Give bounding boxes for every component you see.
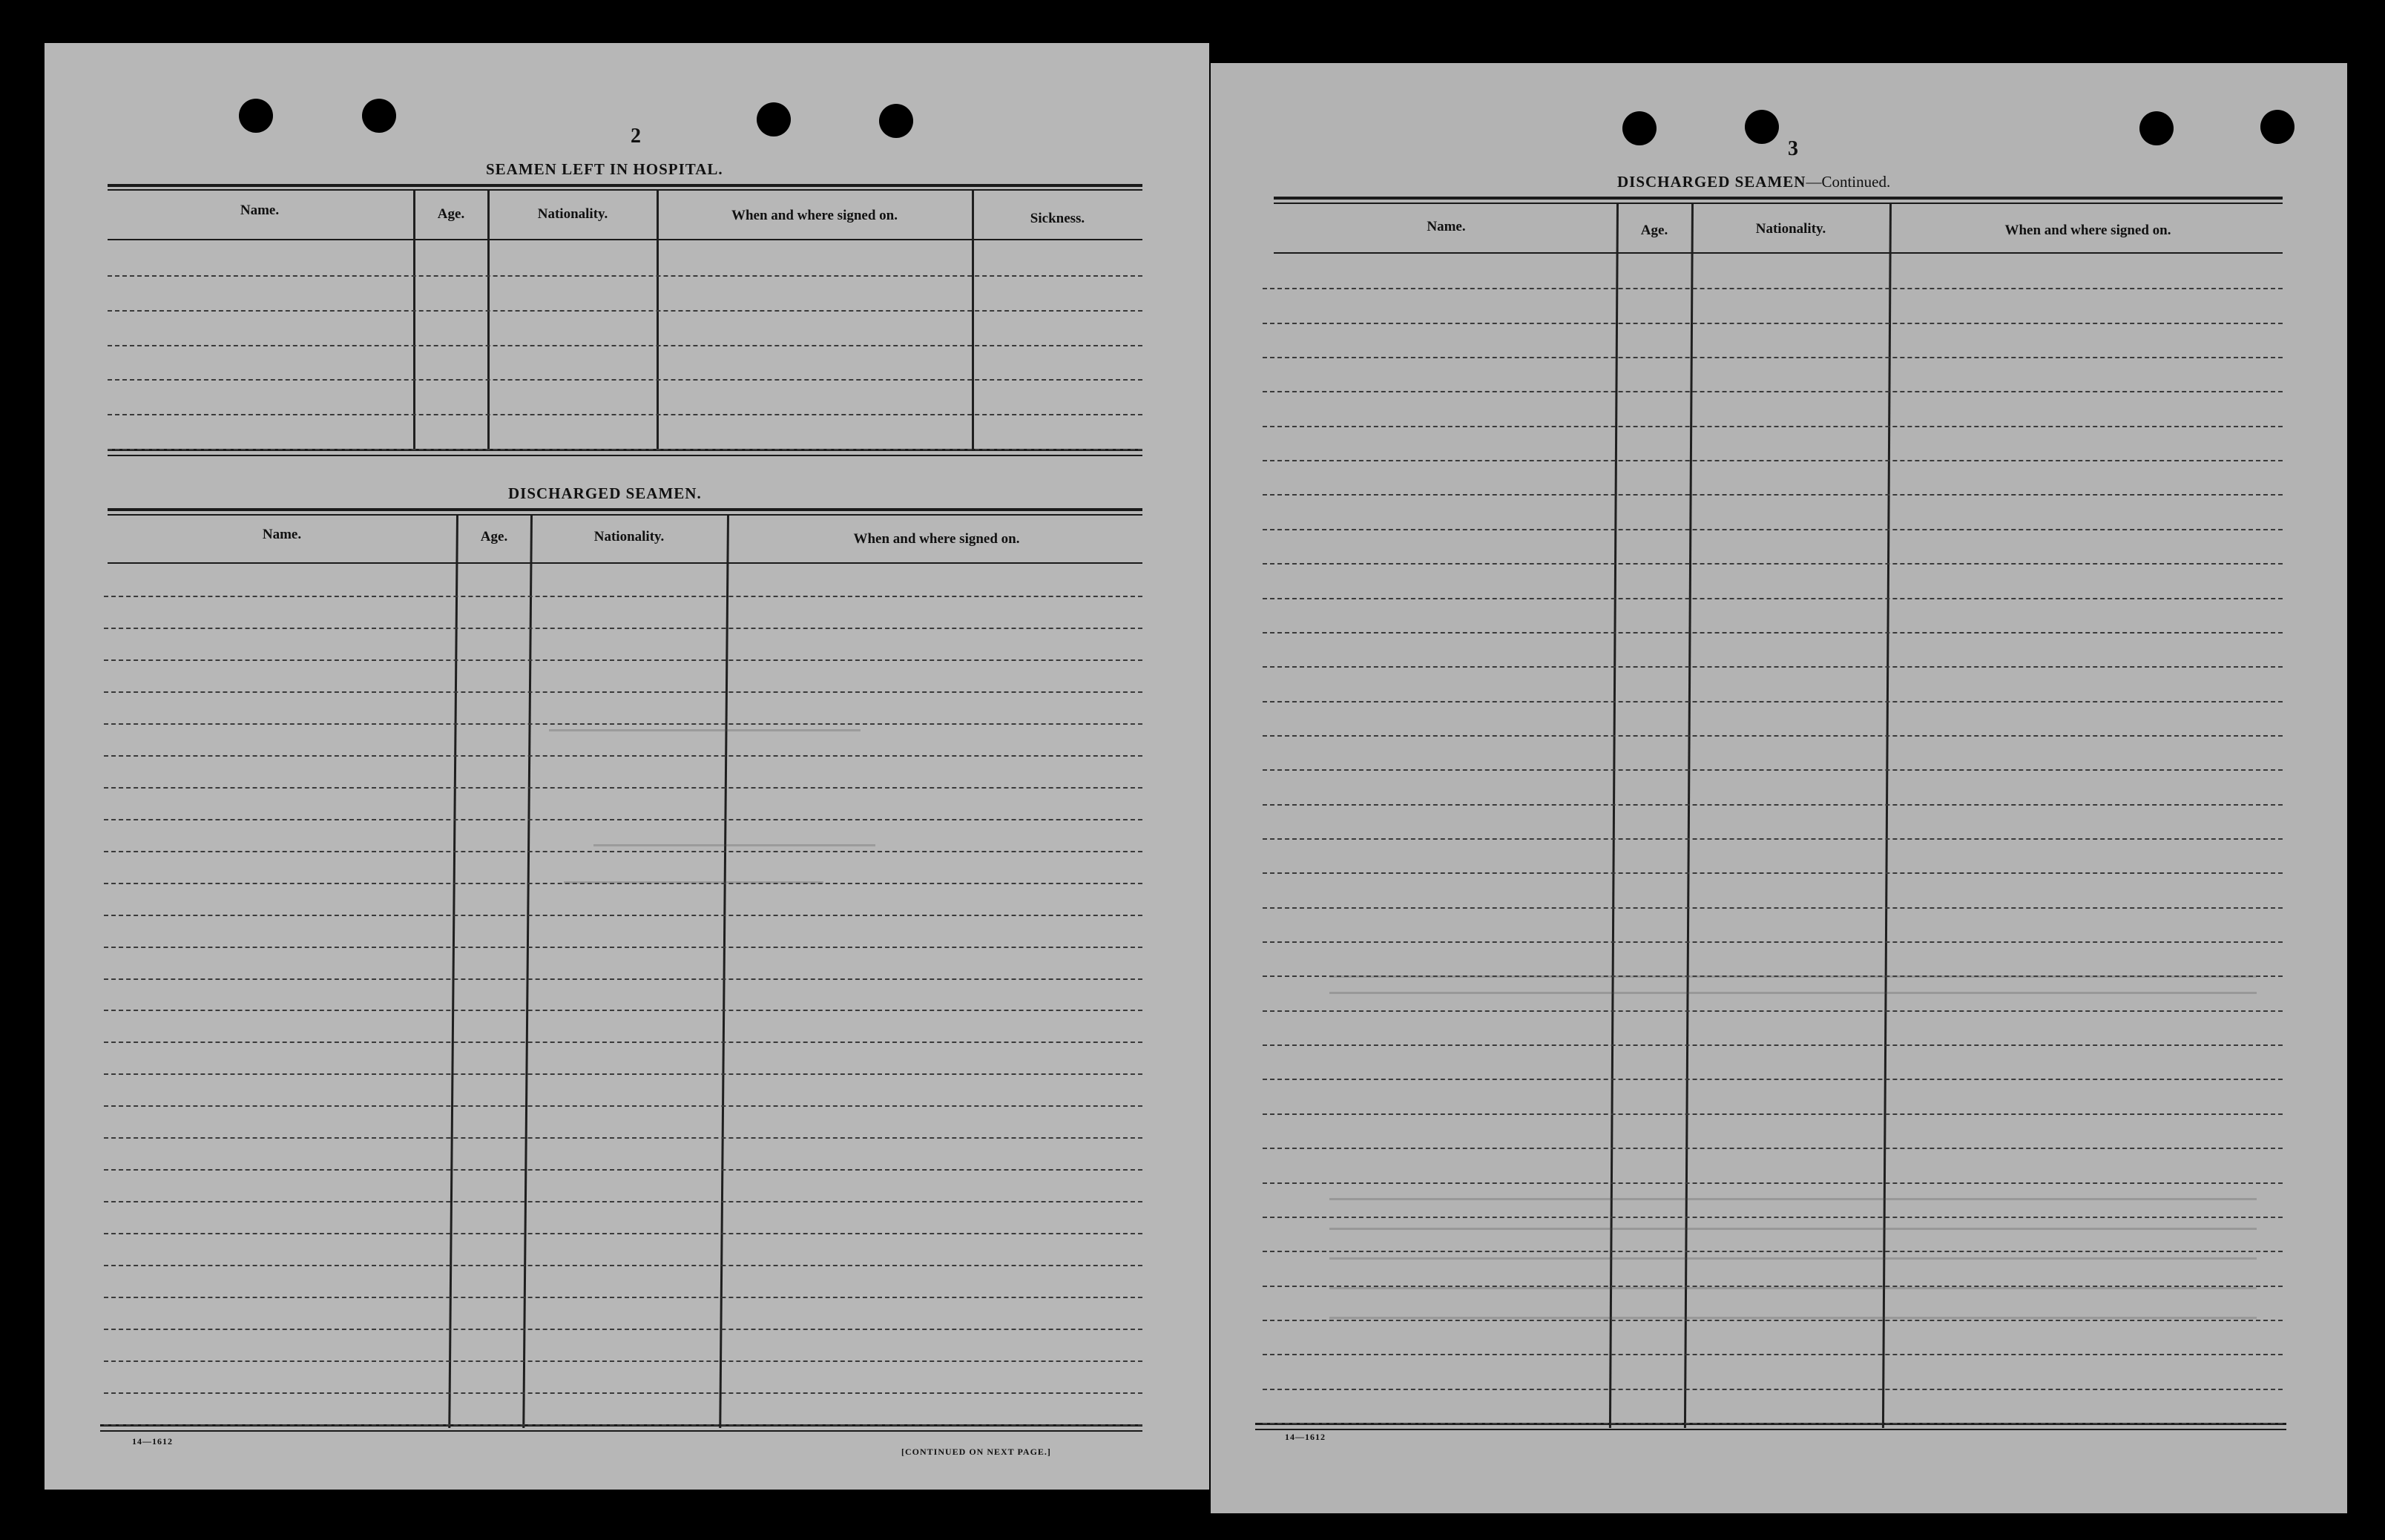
table-bottom-rule — [1255, 1429, 2286, 1430]
table-top-rule — [108, 184, 1142, 187]
entry-row-line — [1263, 1113, 2283, 1115]
entry-row-line — [104, 1360, 1142, 1362]
bleed-through-text — [1329, 1317, 2257, 1319]
continued-note: [CONTINUED ON NEXT PAGE.] — [901, 1447, 1051, 1457]
table-top-rule — [1274, 197, 2283, 200]
entry-row-line — [104, 723, 1142, 725]
entry-row-line — [1263, 907, 2283, 909]
entry-row-line — [1263, 494, 2283, 496]
bleed-through-text — [549, 729, 861, 731]
entry-row-line — [104, 1233, 1142, 1234]
column-header-nationality: Nationality. — [1755, 221, 1826, 237]
table-top-rule — [108, 508, 1142, 511]
punch-hole — [757, 102, 791, 136]
entry-row-line — [1263, 769, 2283, 771]
entry-row-line — [104, 755, 1142, 757]
column-divider — [448, 516, 458, 1428]
entry-row-line — [104, 1424, 1142, 1426]
page-number: 3 — [1788, 137, 1798, 160]
entry-row-line — [1263, 1354, 2283, 1355]
column-header-name: Name. — [240, 203, 280, 218]
entry-row-line — [1263, 1423, 2283, 1424]
entry-row-line — [1263, 701, 2283, 702]
entry-row-line — [1263, 838, 2283, 840]
entry-row-line — [1263, 632, 2283, 634]
bleed-through-text — [564, 881, 823, 883]
entry-row-line — [104, 978, 1142, 980]
table-bottom-rule — [108, 455, 1142, 456]
entry-row-line — [1263, 323, 2283, 324]
entry-row-line — [104, 851, 1142, 852]
entry-row-line — [1263, 598, 2283, 599]
entry-row-line — [104, 1010, 1142, 1011]
column-header-age: Age. — [1640, 223, 1668, 238]
entry-row-line — [104, 1297, 1142, 1298]
entry-row-line — [1263, 1182, 2283, 1184]
column-divider — [657, 191, 659, 450]
form-number: 14—1612 — [1285, 1432, 1326, 1442]
column-header-age: Age. — [480, 529, 508, 544]
table-top-rule — [108, 514, 1142, 516]
entry-row-line — [1263, 563, 2283, 565]
entry-row-line — [104, 1042, 1142, 1043]
entry-row-line — [104, 691, 1142, 693]
entry-row-line — [1263, 288, 2283, 289]
entry-row-line — [104, 659, 1142, 661]
entry-row-line — [1263, 1148, 2283, 1149]
bleed-through-text — [593, 844, 875, 846]
entry-row-line — [1263, 1217, 2283, 1218]
left-page — [45, 43, 1209, 1490]
column-divider — [1609, 204, 1619, 1428]
bleed-through-text — [1329, 992, 2257, 994]
entry-row-line — [104, 1073, 1142, 1075]
entry-row-line — [1263, 1010, 2283, 1012]
column-divider — [413, 191, 415, 450]
entry-row-line — [104, 596, 1142, 597]
bleed-through-text — [1329, 1228, 2257, 1230]
entry-row-line — [108, 379, 1142, 381]
entry-row-line — [1263, 872, 2283, 874]
discharged-continued-title: DISCHARGED SEAMEN—Continued. — [1617, 173, 1891, 191]
entry-row-line — [1263, 1044, 2283, 1046]
bleed-through-text — [1329, 1257, 2257, 1260]
entry-row-line — [108, 414, 1142, 415]
entry-row-line — [1263, 1079, 2283, 1080]
entry-row-line — [1263, 460, 2283, 461]
entry-row-line — [104, 787, 1142, 789]
hospital-section-title: SEAMEN LEFT IN HOSPITAL. — [486, 160, 723, 178]
column-header-signed-on: When and where signed on. — [2004, 223, 2171, 238]
column-header-sickness: Sickness. — [1030, 211, 1085, 226]
table-top-rule — [108, 189, 1142, 191]
column-divider — [1882, 204, 1892, 1428]
table-top-rule — [1274, 203, 2283, 204]
entry-row-line — [108, 310, 1142, 312]
bleed-through-text — [1329, 1198, 2257, 1200]
entry-row-line — [1263, 1320, 2283, 1321]
entry-row-line — [1263, 735, 2283, 737]
punch-hole — [1622, 111, 1657, 145]
table-bottom-rule — [100, 1430, 1142, 1432]
entry-row-line — [108, 275, 1142, 277]
column-header-signed-on: When and where signed on. — [853, 531, 1020, 547]
entry-row-line — [104, 1201, 1142, 1202]
page-number: 2 — [631, 125, 641, 148]
header-bottom-rule — [108, 239, 1142, 240]
column-divider — [522, 516, 533, 1428]
column-header-name: Name. — [262, 527, 302, 542]
column-header-nationality: Nationality. — [593, 529, 665, 544]
entry-row-line — [104, 1137, 1142, 1139]
column-divider — [972, 191, 974, 450]
entry-row-line — [1263, 1389, 2283, 1390]
punch-hole — [239, 99, 273, 133]
form-number: 14—1612 — [132, 1436, 173, 1447]
punch-hole — [2139, 111, 2174, 145]
entry-row-line — [1263, 804, 2283, 806]
column-header-age: Age. — [437, 206, 465, 222]
entry-row-line — [108, 449, 1142, 450]
discharged-section-title: DISCHARGED SEAMEN. — [508, 484, 702, 502]
entry-row-line — [1263, 391, 2283, 392]
header-bottom-rule — [1274, 252, 2283, 254]
column-header-nationality: Nationality. — [537, 206, 608, 222]
punch-hole — [362, 99, 396, 133]
column-divider — [719, 516, 729, 1428]
entry-row-line — [104, 628, 1142, 629]
punch-hole — [879, 104, 913, 138]
right-page — [1211, 63, 2347, 1513]
entry-row-line — [104, 819, 1142, 820]
entry-row-line — [108, 345, 1142, 346]
bleed-through-text — [1329, 1287, 2257, 1289]
entry-row-line — [104, 947, 1142, 948]
header-bottom-rule — [108, 562, 1142, 564]
entry-row-line — [1263, 529, 2283, 530]
column-header-name: Name. — [1427, 219, 1466, 234]
column-header-signed-on: When and where signed on. — [731, 208, 898, 223]
bleed-through-text — [1329, 975, 2257, 978]
column-divider — [1684, 204, 1694, 1428]
entry-row-line — [104, 1392, 1142, 1394]
entry-row-line — [1263, 426, 2283, 427]
punch-hole — [1745, 110, 1779, 144]
entry-row-line — [1263, 357, 2283, 358]
entry-row-line — [1263, 941, 2283, 943]
entry-row-line — [104, 1329, 1142, 1330]
entry-row-line — [104, 915, 1142, 916]
entry-row-line — [104, 1169, 1142, 1171]
entry-row-line — [1263, 1251, 2283, 1252]
entry-row-line — [104, 1105, 1142, 1107]
entry-row-line — [1263, 666, 2283, 668]
punch-hole — [2260, 110, 2294, 144]
column-divider — [487, 191, 490, 450]
entry-row-line — [104, 1265, 1142, 1266]
